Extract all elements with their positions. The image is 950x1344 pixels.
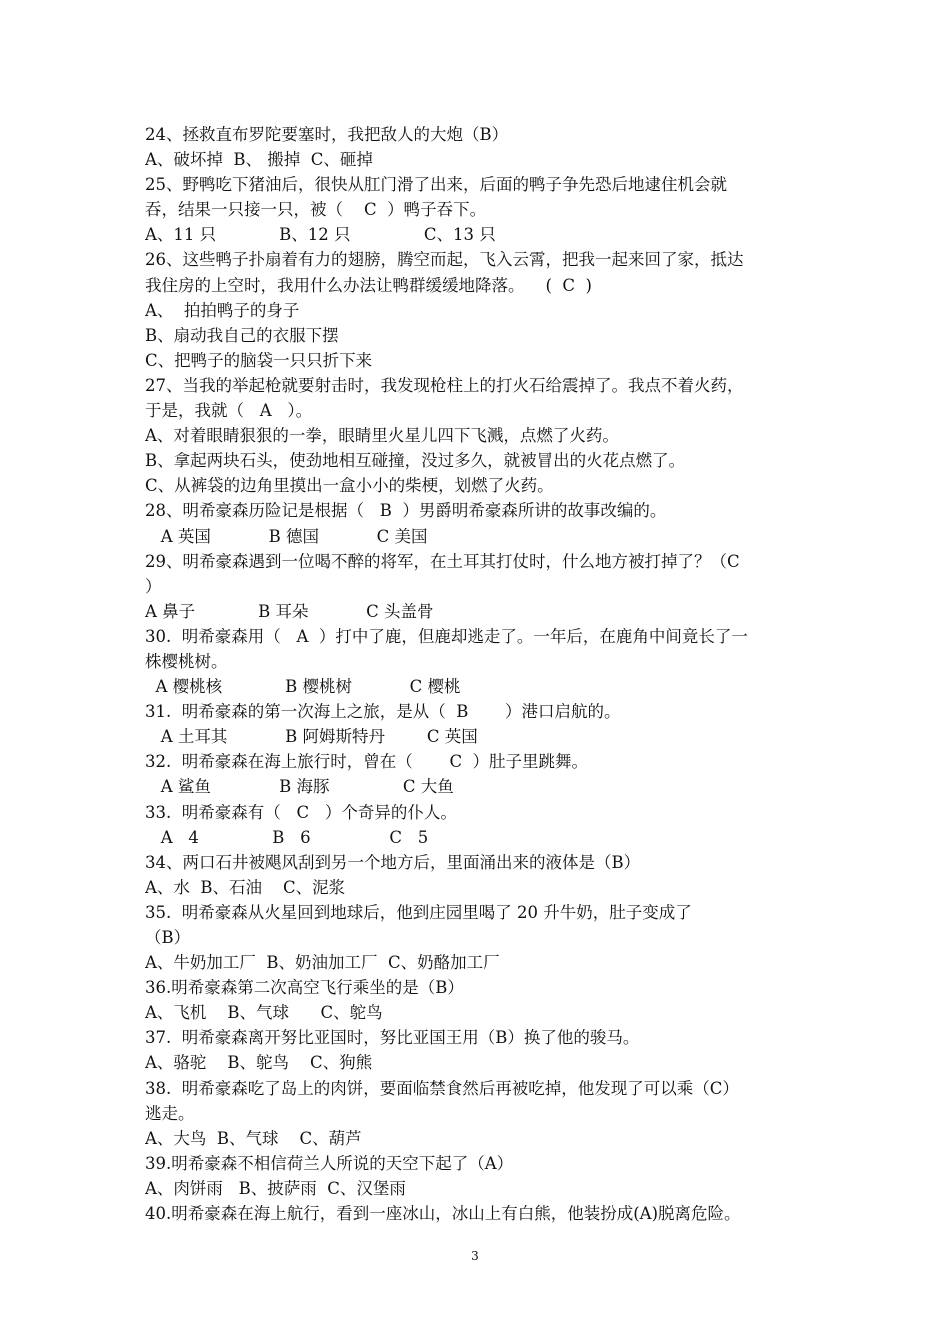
text-line: 30. 明希豪森用（ A ）打中了鹿，但鹿却逃走了。一年后，在鹿角中间竟长了一 bbox=[145, 626, 748, 646]
text-line: 株樱桃树。 bbox=[145, 651, 228, 671]
text-line: 27、当我的举起枪就要射击时，我发现枪柱上的打火石给震掉了。我点不着火药， bbox=[145, 375, 744, 395]
text-line: 34、两口石井被飓风刮到另一个地方后，里面涌出来的液体是（B） bbox=[145, 852, 641, 872]
text-line: A 英国 B 德国 C 美国 bbox=[145, 526, 428, 546]
text-line: B、扇动我自己的衣服下摆 bbox=[145, 325, 339, 345]
text-line: 24、拯救直布罗陀要塞时，我把敌人的大炮（B） bbox=[145, 125, 509, 144]
text-line: 吞，结果一只接一只，被（ C ）鸭子吞下。 bbox=[145, 200, 487, 220]
text-line: 于是，我就（ A ）。 bbox=[145, 401, 313, 421]
text-line: A、 拍拍鸭子的身子 bbox=[145, 300, 300, 320]
text-line: A、骆驼 B、鸵鸟 C、狗熊 bbox=[145, 1053, 373, 1073]
text-line: A、大鸟 B、气球 C、葫芦 bbox=[145, 1128, 362, 1148]
text-line: 28、明希豪森历险记是根据（ B ）男爵明希豪森所讲的故事改编的。 bbox=[145, 501, 667, 521]
text-line: 37. 明希豪森离开努比亚国时，努比亚国王用（B）换了他的骏马。 bbox=[145, 1028, 640, 1048]
text-line: C、从裤袋的边角里摸出一盒小小的柴梗，划燃了火药。 bbox=[145, 476, 554, 496]
text-line: A 4 B 6 C 5 bbox=[145, 827, 429, 847]
text-line: 39.明希豪森不相信荷兰人所说的天空下起了（A） bbox=[145, 1153, 514, 1173]
text-line: A 土耳其 B 阿姆斯特丹 C 英国 bbox=[145, 727, 478, 747]
text-line: 31. 明希豪森的第一次海上之旅，是从（ B ）港口启航的。 bbox=[145, 702, 621, 722]
text-line: A、肉饼雨 B、披萨雨 C、汉堡雨 bbox=[145, 1178, 406, 1198]
text-line: B、拿起两块石头，使劲地相互碰撞，没过多久，就被冒出的火花点燃了。 bbox=[145, 451, 686, 471]
text-line: A 鲨鱼 B 海豚 C 大鱼 bbox=[145, 777, 454, 797]
text-line: 逃走。 bbox=[145, 1103, 195, 1123]
text-line: A 樱桃核 B 樱桃树 C 樱桃 bbox=[145, 677, 461, 697]
text-line: （B） bbox=[145, 928, 191, 947]
text-line: A、牛奶加工厂 B、奶油加工厂 C、奶酪加工厂 bbox=[145, 953, 500, 973]
text-line: 36.明希豪森第二次高空飞行乘坐的是（B） bbox=[145, 978, 464, 998]
text-line: A、对着眼睛狠狠的一拳，眼睛里火星儿四下飞溅，点燃了火药。 bbox=[145, 426, 619, 446]
text-line: ） bbox=[145, 576, 162, 596]
text-line: 38. 明希豪森吃了岛上的肉饼，要面临禁食然后再被吃掉，他发现了可以乘（C） bbox=[145, 1078, 739, 1098]
text-line: A、11 只 B、12 只 C、13 只 bbox=[145, 225, 496, 245]
text-line: 29、明希豪森遇到一位喝不醉的将军，在土耳其打仗时，什么地方被打掉了？（C bbox=[145, 551, 740, 571]
text-line: A、破坏掉 B、 搬掉 C、砸掉 bbox=[145, 150, 373, 170]
text-line: C、把鸭子的脑袋一只只折下来 bbox=[145, 350, 373, 370]
text-line: A、水 B、石油 C、泥浆 bbox=[145, 877, 346, 897]
text-line: 40.明希豪森在海上航行，看到一座冰山，冰山上有白熊，他装扮成(A)脱离危险。 bbox=[145, 1204, 741, 1224]
text-line: 26、这些鸭子扑扇着有力的翅膀，腾空而起，飞入云霄，把我一起来回了家，抵达 bbox=[145, 250, 744, 270]
text-line: 25、野鸭吃下猪油后，很快从肛门滑了出来，后面的鸭子争先恐后地逮住机会就 bbox=[145, 175, 727, 195]
text-line: A 鼻子 B 耳朵 C 头盖骨 bbox=[145, 601, 434, 621]
text-line: 32. 明希豪森在海上旅行时，曾在（ C ）肚子里跳舞。 bbox=[145, 752, 589, 772]
text-line: A、飞机 B、气球 C、鸵鸟 bbox=[145, 1003, 383, 1023]
document-body bbox=[145, 122, 815, 1226]
text-line: 我住房的上空时，我用什么办法让鸭群缓缓地降落。 ( C ) bbox=[145, 275, 592, 295]
page-number: 3 bbox=[471, 1249, 479, 1263]
text-line: 35. 明希豪森从火星回到地球后，他到庄园里喝了 20 升牛奶，肚子变成了 bbox=[145, 902, 692, 922]
text-line: 33. 明希豪森有（ C ）个奇异的仆人。 bbox=[145, 802, 457, 822]
